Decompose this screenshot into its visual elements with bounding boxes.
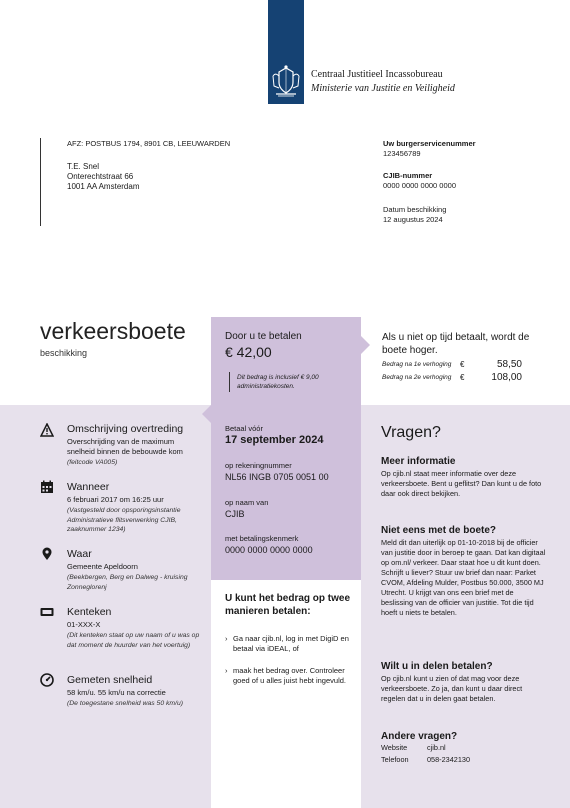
payment-box-pointer (361, 336, 370, 354)
details-pointer (202, 405, 211, 423)
recipient-name: T.E. Snel (67, 162, 100, 171)
speed-title: Gemeten snelheid (67, 674, 153, 686)
calendar-icon (40, 480, 54, 494)
speedometer-icon (40, 673, 54, 687)
violation-code: (feitcode VA005) (67, 459, 118, 466)
speed-text: 58 km/u. 55 km/u na correctie (67, 688, 166, 697)
late-payment-title: Als u niet op tijd betaalt, wordt de boete hoger. (382, 332, 530, 356)
objection-text: Meld dit dan uiterlijk op 01-10-2018 bij de officier van justitie door in beroep te gaan. Dat kan digitaal op om.nl/ verkeer. Daar staat hoe u dit kunt doen. Schrijft u liever? Stuur uw brief dan naar: Parket CVOM, Afdeling Mulder, Postbus 50.000, 3500 MJ Utrecht. U krijgt van ons een brief met de beslissing van de officier van justitie. Tot die tijd hoeft u niets te betalen. (381, 538, 546, 617)
warning-icon (40, 423, 54, 437)
address-divider (40, 138, 41, 226)
page-subtitle: beschikking (40, 348, 88, 358)
first-increase-amount: 58,50 (496, 359, 522, 370)
second-increase-currency: € (460, 373, 465, 382)
phone-number: 058-2342130 (427, 755, 471, 764)
amount-label: Door u te betalen (225, 331, 302, 342)
recipient-city: 1001 AA Amsterdam (67, 182, 140, 191)
installments-text: Op cjib.nl kunt u zien of dat mag voor deze verkeersboete. Zo ja, dan kunt u daar direct regelen dat u in delen gaat betalen. (381, 674, 523, 703)
first-increase-currency: € (460, 360, 465, 369)
more-info-text: Op cjib.nl staat meer informatie over deze verkeersboete. Bent u geflitst? Dan kunt u de foto daar ook direct bekijken. (381, 469, 542, 498)
account-name: CJIB (225, 509, 245, 519)
amount-value: € 42,00 (225, 344, 272, 360)
payment-reference-label: met betalingskenmerk (225, 534, 299, 543)
location-pin-icon (40, 547, 54, 561)
website-label: Website (381, 743, 408, 752)
objection-title: Niet eens met de boete? (381, 525, 497, 536)
website-link[interactable]: cjib.nl (427, 743, 446, 752)
page-title: verkeersboete (40, 318, 186, 344)
account-label: op rekeningnummer (225, 461, 292, 470)
bullet-chevron-icon: › (225, 634, 228, 643)
note-divider (229, 372, 230, 392)
pay-before-label: Betaal vóór (225, 424, 263, 433)
account-name-label: op naam van (225, 498, 269, 507)
pay-method-transfer: maak het bedrag over. Controleer goed of u alles juist hebt ingevuld. (233, 666, 346, 685)
pay-methods-title: U kunt het bedrag op twee manieren betalen: (225, 593, 351, 617)
when-text: 6 februari 2017 om 16:25 uur (67, 495, 164, 504)
payment-reference: 0000 0000 0000 0000 (225, 545, 313, 555)
decision-date-label: Datum beschikking (383, 205, 447, 214)
recipient-street: Onterechtstraat 66 (67, 172, 134, 181)
where-title: Waar (67, 548, 92, 560)
license-plate-icon (40, 605, 54, 619)
decision-date-value: 12 augustus 2024 (383, 215, 443, 224)
pay-before-date: 17 september 2024 (225, 434, 324, 446)
license-plate-text: 01-XXX-X (67, 620, 101, 629)
amount-note: Dit bedrag is inclusief € 9,00 administratiekosten. (237, 374, 319, 390)
bsn-value: 123456789 (383, 149, 421, 158)
other-questions-title: Andere vragen? (381, 731, 458, 742)
when-note: (Vastgesteld door opsporingsinstantie Administratieve flitsverwerking CJIB, zaaknummer 1234) (67, 507, 181, 533)
cjib-number-label: CJIB-nummer (383, 171, 433, 180)
installments-title: Wilt u in delen betalen? (381, 661, 493, 672)
logo-org-name: Centraal Justitieel Incassobureau (311, 69, 443, 80)
license-plate-title: Kenteken (67, 606, 112, 618)
cjib-number-value: 0000 0000 0000 0000 (383, 181, 456, 190)
when-title: Wanneer (67, 481, 110, 493)
bsn-label: Uw burgerservicenummer (383, 139, 476, 148)
sender-address: AFZ: POSTBUS 1794, 8901 CB, LEEUWARDEN (67, 139, 231, 148)
logo-ministry-name: Ministerie van Justitie en Veiligheid (311, 83, 455, 94)
account-number: NL56 INGB 0705 0051 00 (225, 472, 329, 482)
pay-method-ideal: Ga naar cjib.nl, log in met DigiD en betaal via iDEAL, of (233, 634, 349, 653)
where-text: Gemeente Apeldoorn (67, 562, 138, 571)
violation-title: Omschrijving overtreding (67, 423, 184, 435)
questions-title: Vragen? (381, 424, 441, 441)
speed-note: (De toegestane snelheid was 50 km/u) (67, 700, 183, 707)
coat-of-arms-icon (270, 64, 302, 98)
second-increase-label: Bedrag na 2e verhoging (382, 374, 452, 381)
phone-label: Telefoon (381, 755, 409, 764)
first-increase-label: Bedrag na 1e verhoging (382, 361, 452, 368)
violation-text: Overschrijding van de maximum snelheid binnen de bebouwde kom (67, 437, 183, 456)
second-increase-amount: 108,00 (491, 372, 522, 383)
more-info-title: Meer informatie (381, 456, 456, 467)
where-note: (Beekbergen, Berg en Dalweg - kruising Zonneglorenj (67, 574, 188, 591)
bullet-chevron-icon: › (225, 666, 228, 675)
license-plate-note: (Dit kenteken staat op uw naam of u was op dat moment de huurder van het voertuig) (67, 632, 200, 649)
